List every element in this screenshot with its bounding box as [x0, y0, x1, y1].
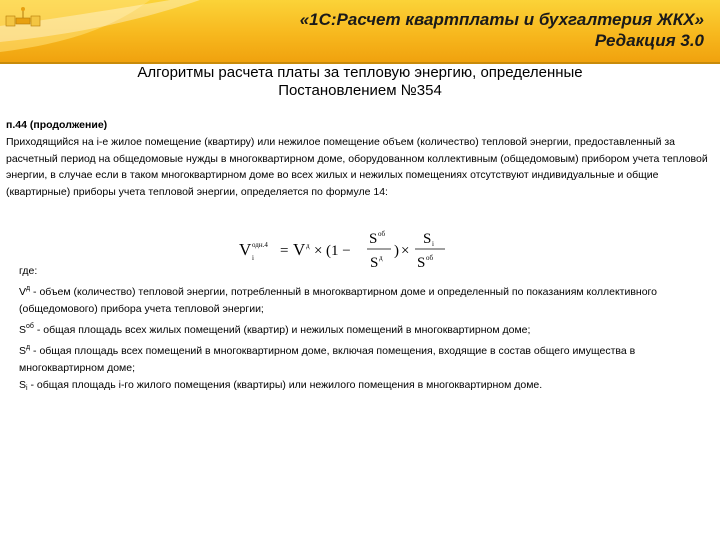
formula-legend [19, 263, 714, 397]
formula-rhs-v-sup: д [306, 242, 310, 250]
formula-frac1-den: S [370, 255, 379, 271]
paragraph [6, 117, 711, 201]
formula-open: (1 − [326, 243, 351, 259]
formula-frac2-den: S [417, 255, 426, 271]
formula-times1: × [314, 243, 323, 259]
header-title-line1: «1С:Расчет квартплаты и бухгалтерия ЖКХ» [299, 10, 704, 29]
formula-frac1-num-sup: об [378, 230, 386, 238]
legend-item: $S^{об}$ - общая площадь всех жилых помещений (квартир) и нежилых помещений в многоквартирном доме; [19, 323, 531, 336]
header-title-line2: Редакция 3.0 [594, 31, 704, 50]
formula-frac1-num: S [369, 231, 378, 247]
formula-times2: × [401, 243, 410, 259]
formula-rhs-v: V [293, 240, 306, 259]
slide-title-line2: Постановлением №354 [278, 82, 442, 99]
header-title [300, 9, 704, 51]
slide-title [40, 64, 680, 100]
legend-item: $S_i$ - общая площадь i-го жилого помещения (квартиры) или нежилого помещения в многоквартирном доме. [19, 379, 543, 392]
formula-lhs: V [239, 240, 252, 259]
formula-frac2-num: S [423, 231, 432, 247]
slide-title-line1: Алгоритмы расчета платы за тепловую энергию, определенные [137, 64, 583, 81]
paragraph-text: Приходящийся на i-е жилое помещение (квартиру) или нежилое помещение объем (количество) тепловой энергии, предоставленный за расчетный период на общедомовые нужды в многоквартирном доме, оборудованном коллективным (общедомовым) прибором учета тепловой энергии, в случае если в таком многоквартирном доме во всех жилых и нежилых помещениях отсутствуют индивидуальные и общие (квартирные) приборы учета тепловой энергии, определяется по формуле 14: [6, 135, 708, 199]
legend-item: $S^д$ - общая площадь всех помещений в многоквартирном доме, включая помещения, входящие в состав общего имущества в многоквартирном доме; [19, 344, 636, 374]
formula-frac1-den-sup: д [379, 254, 383, 262]
formula-lhs-sub: i [252, 254, 254, 262]
header-band [0, 0, 720, 62]
formula-frac2-num-sub: i [432, 240, 434, 248]
legend-where: где: [19, 265, 38, 277]
formula-equals: = [280, 243, 289, 259]
legend-item: $V^д$ - объем (количество) тепловой энергии, потребленный в многоквартирном доме и определенный по показаниям коллективного (общедомового) прибора учета тепловой энергии; [19, 285, 657, 315]
formula-lhs-sup: одн.4 [252, 241, 268, 249]
formula-close: ) [394, 243, 399, 259]
paragraph-heading: п.44 (продолжение) [6, 119, 108, 131]
formula-frac2-den-sup: об [426, 254, 434, 262]
